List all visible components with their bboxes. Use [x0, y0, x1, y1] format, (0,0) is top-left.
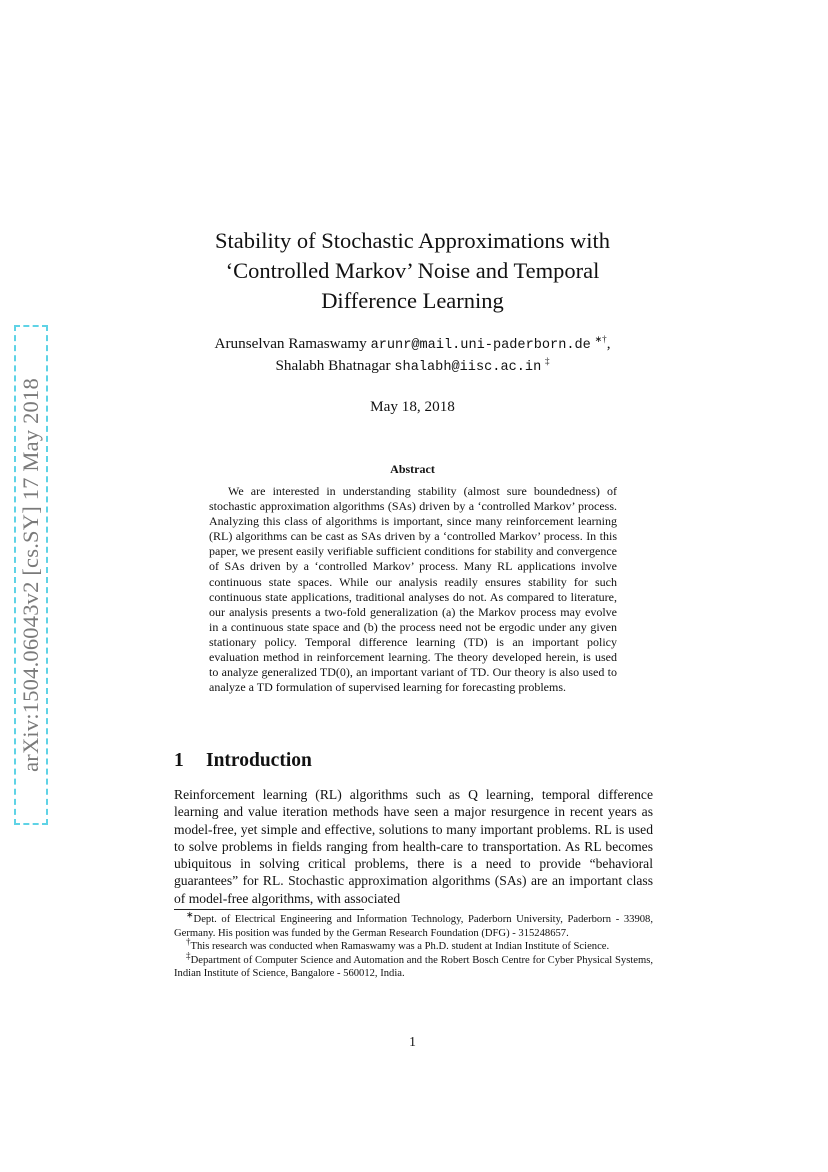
section-number: 1 — [174, 750, 184, 771]
footnotes — [174, 909, 653, 981]
introduction-text: Reinforcement learning (RL) algorithms such as Q learning, temporal difference learning and value iteration methods have seen a major resurgence in recent years as model-free, yet simple and effective, solutions to many important problems. RL is used to solve problems in fields ranging from health-care to transportation. As RL becomes ubiquitous in solving critical problems, there is a need to provide “behavioral guarantees” for RL. Stochastic approximation algorithms (SAs) are an important class of model-free algorithms, with associated — [174, 787, 653, 906]
footnote-3 — [174, 950, 653, 981]
footnote-1-mark: ∗ — [186, 909, 194, 920]
title-line-1: Stability of Stochastic Approximations with — [215, 228, 610, 253]
page-number: 1 — [409, 1034, 416, 1049]
author-block — [160, 334, 665, 378]
abstract-heading: Abstract — [390, 462, 435, 476]
footnote-2-mark: † — [186, 936, 191, 947]
author-1-email[interactable]: arunr@mail.uni-paderborn.de — [370, 338, 591, 353]
author-2-marks: ‡ — [545, 355, 550, 366]
title-line-2: ‘Controlled Markov’ Noise and Temporal — [225, 258, 600, 283]
author-1 — [160, 334, 665, 356]
footnote-1-text: Dept. of Electrical Engineering and Information Technology, Paderborn University, Paderborn - 33908, Germany. His position was funded by the German Research Foundation (DFG) - 315248657. — [174, 914, 653, 939]
arxiv-stamp — [14, 325, 48, 825]
author-2-email[interactable]: shalabh@iisc.ac.in — [394, 360, 542, 375]
paper-title — [160, 226, 665, 316]
footnote-2 — [174, 936, 653, 954]
section-heading — [174, 750, 312, 772]
footnote-2-text: This research was conducted when Ramaswamy was a Ph.D. student at Indian Institute of Science. — [190, 941, 610, 953]
paper-date: May 18, 2018 — [370, 398, 455, 415]
footnote-3-text: Department of Computer Science and Automation and the Robert Bosch Centre for Cyber Physical Systems, Indian Institute of Science, Bangalore - 560012, India. — [174, 954, 653, 980]
abstract-text: We are interested in understanding stability (almost sure boundedness) of stochastic approximation algorithms (SAs) driven by a ‘controlled Markov’ process. Analyzing this class of algorithms is important, since many reinforcement learning (RL) algorithms can be cast as SAs driven by a ‘controlled Markov’ process. In this paper, we present easily verifiable sufficient conditions for stability and convergence of SAs driven by a ‘controlled Markov’ process. Many RL applications involve continuous state spaces. While our analysis readily ensures stability for such continuous state applications, traditional analyses do not. As compared to literature, our analysis presents a two-fold generalization (a) the Markov process may evolve in a continuous state space and (b) the process need not be ergodic under any given stationary policy. Temporal difference learning (TD) is an important policy evaluation method in reinforcement learning. The theory developed herein, is used to analyze generalized TD(0), an important variant of TD. Our theory is also used to analyze a TD formulation of supervised learning for forecasting problems. — [209, 484, 617, 695]
title-line-3: Difference Learning — [321, 288, 504, 313]
author-2 — [160, 356, 665, 378]
author-1-marks: ∗† — [594, 333, 607, 344]
footnote-1 — [174, 909, 653, 940]
footnote-divider — [174, 909, 364, 910]
author-1-name: Arunselvan Ramaswamy — [214, 335, 367, 352]
footnote-3-mark: ‡ — [186, 950, 191, 961]
author-2-name: Shalabh Bhatnagar — [275, 357, 391, 374]
arxiv-identifier: arXiv:1504.06043v2 [cs.SY] 17 May 2018 — [18, 378, 43, 772]
author-1-sep: , — [606, 335, 611, 352]
section-title: Introduction — [206, 750, 312, 771]
